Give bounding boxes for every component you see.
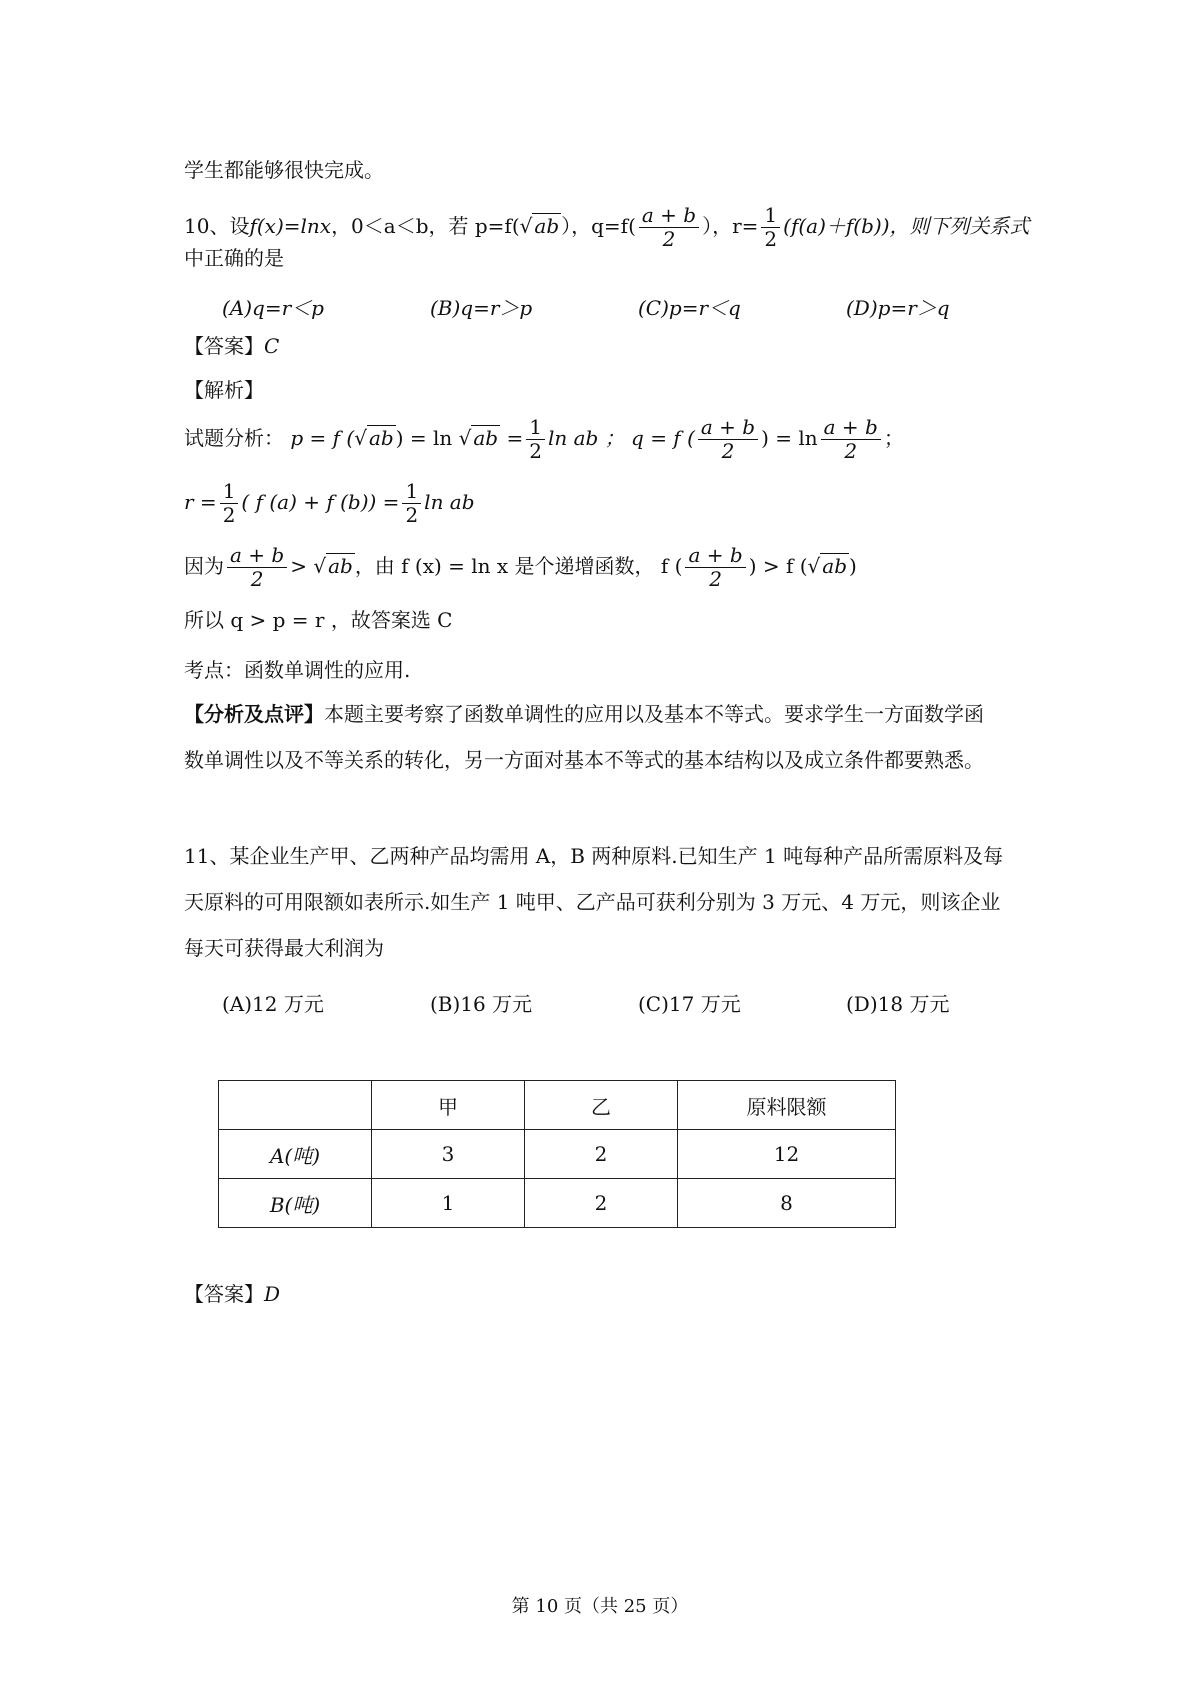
table-header-cell: 原料限额 — [678, 1081, 896, 1130]
question-10-line2: 中正确的是 — [184, 246, 284, 270]
option-a: (A)12 万元 — [222, 992, 324, 1016]
analysis-line1: 试题分析： p = f (√ ab ) = ln √ ab = $\frac{1}{2}$ ln ab ； q = f ( $\frac{a + b}{2}$ ) = ln $\frac{a + b}{2}$ ； — [184, 415, 904, 463]
table-header-cell — [219, 1081, 372, 1130]
analysis-line3: 因为 $\frac{a + b}{2}$ > √ ab ，由 f (x) = ln x 是个递增函数， f ( $\frac{a + b}{2}$ ) > f (√ ab ) — [184, 543, 857, 591]
page-footer: 第 10 页（共 25 页） — [511, 1596, 689, 1617]
option-d: (D)p=r＞q — [846, 296, 950, 320]
answer-10: 【答案】C — [184, 334, 280, 358]
table-cell: B(吨) — [219, 1179, 372, 1228]
option-b: (B)16 万元 — [430, 992, 533, 1016]
materials-table — [218, 1080, 896, 1228]
table-cell: A(吨) — [219, 1130, 372, 1179]
table-cell: 12 — [678, 1130, 896, 1179]
option-a: (A)q=r＜p — [222, 296, 324, 320]
text-line: 学生都能够很快完成。 — [184, 158, 384, 182]
answer-11: 【答案】D — [184, 1282, 281, 1306]
analysis-label: 【解析】 — [184, 378, 264, 402]
question-11-line1: 11、某企业生产甲、乙两种产品均需用 A，B 两种原料.已知生产 1 吨每种产品所需原料及每 — [184, 844, 1004, 868]
analysis-line5: 考点：函数单调性的应用. — [184, 658, 411, 682]
comment-line2: 数单调性以及不等关系的转化，另一方面对基本不等式的基本结构以及成立条件都要熟悉。 — [184, 748, 984, 772]
table-header-cell: 乙 — [525, 1081, 678, 1130]
question-11-line2: 天原料的可用限额如表所示.如生产 1 吨甲、乙产品可获利分别为 3 万元、4 万元，则该企业 — [184, 890, 1001, 914]
table-row — [219, 1130, 896, 1179]
analysis-line2: r = $\frac{1}{2}$ ( f (a) + f (b)) = $\frac{1}{2}$ ln ab — [184, 479, 475, 527]
table-cell: 2 — [525, 1179, 678, 1228]
option-b: (B)q=r＞p — [430, 296, 533, 320]
question-10-line1: 10、设f(x)=lnx，0＜a＜b，若 p=f(√ ab ），q=f( $\frac{a + b}{2}$ ），r= $\frac{1}{2}$ (f(a)＋f(b))，则下列关系式 — [184, 203, 1030, 251]
table-header-cell: 甲 — [372, 1081, 525, 1130]
table-cell: 2 — [525, 1130, 678, 1179]
option-c: (C)p=r＜q — [638, 296, 741, 320]
table-header-row — [219, 1081, 896, 1130]
table-row — [219, 1179, 896, 1228]
question-11-line3: 每天可获得最大利润为 — [184, 936, 384, 960]
table-cell: 8 — [678, 1179, 896, 1228]
option-d: (D)18 万元 — [846, 992, 950, 1016]
table-cell: 3 — [372, 1130, 525, 1179]
analysis-line4: 所以 q > p = r ，故答案选 C — [184, 608, 453, 632]
table-cell: 1 — [372, 1179, 525, 1228]
comment-line1: 【分析及点评】本题主要考察了函数单调性的应用以及基本不等式。要求学生一方面数学函 — [184, 702, 984, 726]
option-c: (C)17 万元 — [638, 992, 741, 1016]
